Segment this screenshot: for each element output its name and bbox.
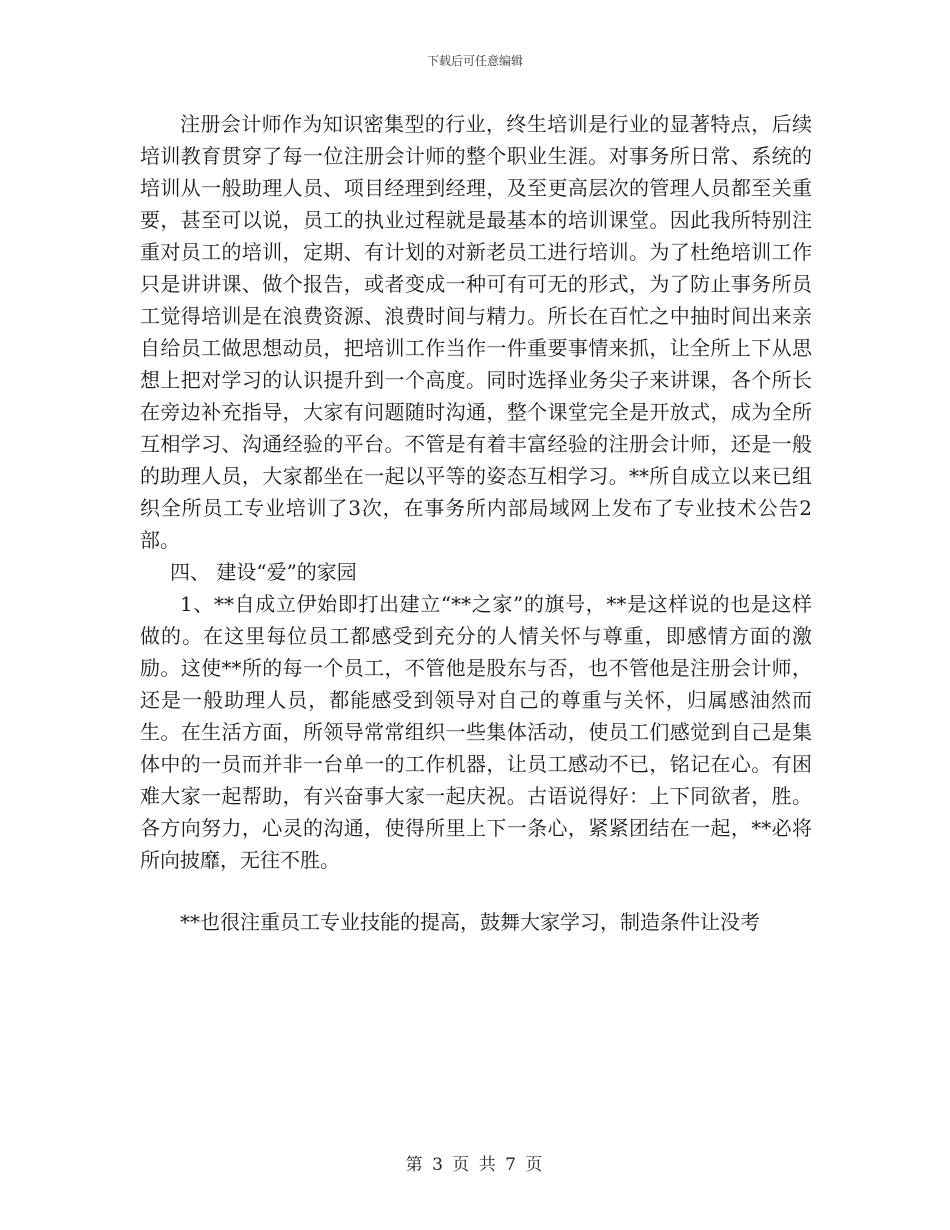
paragraph-home: 1、**自成立伊始即打出建立“**之家”的旗号，**是这样说的也是这样做的。在这里每位员工都感受到充分的人情关怀与尊重，即感情方面的激励。这使**所的每一个员工，不管他是股东与否，也不管他是注册会计师，还是一般助理人员，都能感受到领导对自己的尊重与关怀，归属感油然而生。在生活方面，所领导常常组织一些集体活动，使员工们感觉到自己是集体中的一员而并非一台单一的工作机器，让员工感动不已，铭记在心。有困难大家一起帮助，有兴奋事大家一起庆祝。古语说得好：上下同欲者，胜。各方向努力，心灵的沟通，使得所里上下一条心，紧紧团结在一起，**必将所向披靡，无往不胜。 — [140, 592, 812, 872]
document-body — [140, 108, 812, 938]
page-header: 下载后可任意编辑 — [426, 54, 523, 68]
paragraph-gap — [140, 876, 812, 906]
page-number: 第 3 页 共 7 页 — [405, 1155, 545, 1175]
paragraph-skills: **也很注重员工专业技能的提高，鼓舞大家学习，制造条件让没考 — [180, 910, 760, 934]
section-heading-home: 四、 建设“爱”的家园 — [170, 560, 357, 584]
paragraph-training: 注册会计师作为知识密集型的行业，终生培训是行业的显著特点，后续培训教育贯穿了每一位注册会计师的整个职业生涯。对事务所日常、系统的培训从一般助理人员、项目经理到经理，及至更高层次的管理人员都至关重要，甚至可以说，员工的执业过程就是最基本的培训课堂。因此我所特别注重对员工的培训，定期、有计划的对新老员工进行培训。为了杜绝培训工作只是讲讲课、做个报告，或者变成一种可有可无的形式，为了防止事务所员工觉得培训是在浪费资源、浪费时间与精力。所长在百忙之中抽时间出来亲自给员工做思想动员，把培训工作当作一件重要事情来抓，让全所上下从思想上把对学习的认识提升到一个高度。同时选择业务尖子来讲课，各个所长在旁边补充指导，大家有问题随时沟通，整个课堂完全是开放式，成为全所互相学习、沟通经验的平台。不管是有着丰富经验的注册会计师，还是一般的助理人员，大家都坐在一起以平等的姿态互相学习。**所自成立以来已组织全所员工专业培训了3次，在事务所内部局域网上发布了专业技术公告2部。 — [140, 112, 812, 552]
